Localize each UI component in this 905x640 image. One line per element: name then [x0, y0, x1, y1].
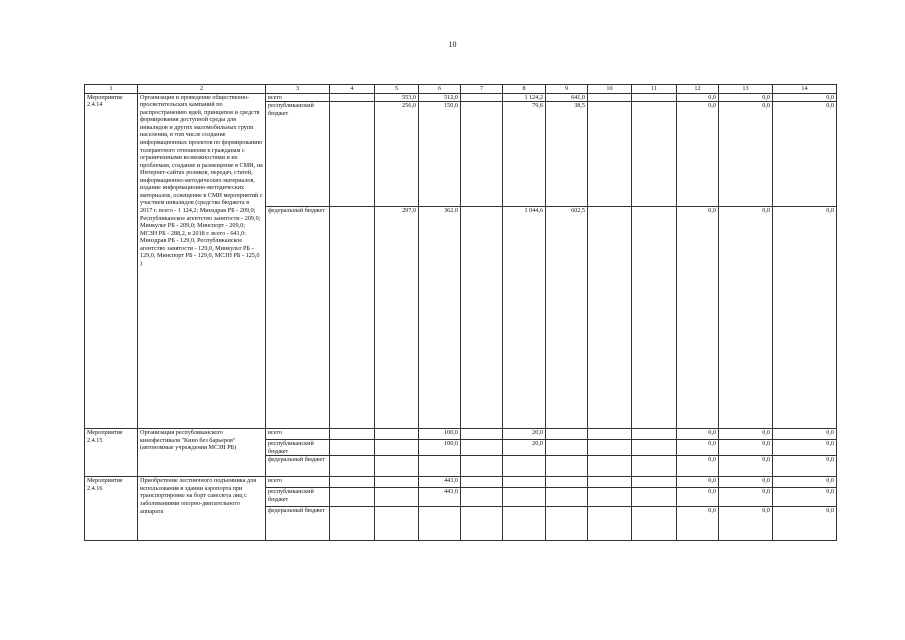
- value-cell: [461, 93, 503, 102]
- value-cell: [632, 102, 677, 207]
- value-cell: [330, 507, 375, 541]
- value-cell: 443,0: [419, 488, 461, 507]
- value-cell: [503, 477, 546, 488]
- col-header: 4: [330, 85, 375, 94]
- value-cell: [330, 477, 375, 488]
- value-cell: [588, 456, 632, 477]
- value-cell: 0,0: [719, 440, 773, 456]
- value-cell: 0,0: [719, 102, 773, 207]
- value-cell: [461, 477, 503, 488]
- value-cell: 0,0: [773, 429, 837, 440]
- value-cell: 0,0: [677, 102, 719, 207]
- event-name: Приобретение лестничного подъемника для использования в здании аэропорта при транспортировке на борт самолета лиц с заболеваниями опорно-двигательного аппарата: [138, 477, 266, 541]
- table-row: [85, 477, 837, 488]
- value-cell: [330, 456, 375, 477]
- value-cell: [330, 429, 375, 440]
- value-cell: [546, 507, 588, 541]
- value-cell: [375, 440, 419, 456]
- value-cell: 1 044,6: [503, 207, 546, 429]
- value-cell: 38,5: [546, 102, 588, 207]
- value-cell: 0,0: [719, 429, 773, 440]
- value-cell: 20,0: [503, 440, 546, 456]
- value-cell: 0,0: [677, 93, 719, 102]
- value-cell: [632, 488, 677, 507]
- value-cell: 0,0: [773, 93, 837, 102]
- value-cell: 20,0: [503, 429, 546, 440]
- value-cell: 0,0: [773, 507, 837, 541]
- value-cell: 0,0: [677, 488, 719, 507]
- value-cell: [461, 488, 503, 507]
- funding-source: федеральный бюджет: [266, 507, 330, 541]
- value-cell: [546, 440, 588, 456]
- value-cell: [546, 477, 588, 488]
- col-header: 9: [546, 85, 588, 94]
- event-id: Мероприятие 2.4.14: [85, 93, 138, 429]
- value-cell: [330, 207, 375, 429]
- value-cell: 0,0: [719, 456, 773, 477]
- value-cell: 0,0: [677, 456, 719, 477]
- value-cell: [632, 440, 677, 456]
- page-number: 10: [448, 40, 457, 49]
- value-cell: 0,0: [773, 440, 837, 456]
- col-header: 13: [719, 85, 773, 94]
- header-row: [85, 85, 837, 94]
- value-cell: [588, 207, 632, 429]
- value-cell: [503, 507, 546, 541]
- funding-source: всего: [266, 429, 330, 440]
- value-cell: [461, 102, 503, 207]
- value-cell: 641,0: [546, 93, 588, 102]
- value-cell: 0,0: [773, 477, 837, 488]
- budget-table: [84, 84, 837, 541]
- value-cell: [632, 477, 677, 488]
- value-cell: 0,0: [677, 429, 719, 440]
- col-header: 7: [461, 85, 503, 94]
- col-header: 1: [85, 85, 138, 94]
- value-cell: 256,0: [375, 102, 419, 207]
- value-cell: [632, 507, 677, 541]
- event-id: Мероприятие 2.4.16: [85, 477, 138, 541]
- value-cell: [330, 488, 375, 507]
- value-cell: 150,0: [419, 102, 461, 207]
- value-cell: 0,0: [719, 93, 773, 102]
- value-cell: [632, 207, 677, 429]
- funding-source: федеральный бюджет: [266, 456, 330, 477]
- value-cell: [588, 477, 632, 488]
- value-cell: [503, 456, 546, 477]
- event-id: Мероприятие 2.4.15: [85, 429, 138, 477]
- value-cell: [546, 488, 588, 507]
- value-cell: 0,0: [677, 507, 719, 541]
- value-cell: 0,0: [677, 440, 719, 456]
- value-cell: [419, 507, 461, 541]
- value-cell: 0,0: [677, 477, 719, 488]
- value-cell: [419, 456, 461, 477]
- value-cell: [588, 102, 632, 207]
- value-cell: [330, 102, 375, 207]
- col-header: 5: [375, 85, 419, 94]
- value-cell: [461, 507, 503, 541]
- value-cell: 0,0: [773, 207, 837, 429]
- table-row: [85, 93, 837, 102]
- value-cell: 0,0: [719, 477, 773, 488]
- col-header: 14: [773, 85, 837, 94]
- value-cell: [461, 207, 503, 429]
- col-header: 8: [503, 85, 546, 94]
- col-header: 6: [419, 85, 461, 94]
- value-cell: [632, 93, 677, 102]
- value-cell: [632, 429, 677, 440]
- value-cell: [330, 93, 375, 102]
- value-cell: [546, 456, 588, 477]
- value-cell: 553,0: [375, 93, 419, 102]
- value-cell: 0,0: [773, 102, 837, 207]
- value-cell: [461, 456, 503, 477]
- value-cell: 0,0: [719, 207, 773, 429]
- funding-source: всего: [266, 93, 330, 102]
- value-cell: 0,0: [677, 207, 719, 429]
- col-header: 3: [266, 85, 330, 94]
- value-cell: 100,0: [419, 429, 461, 440]
- value-cell: 297,0: [375, 207, 419, 429]
- value-cell: [375, 456, 419, 477]
- event-name: Организация и проведение общественно-просветительских кампаний по распространению идей, принципов и средств формирования доступной среды для инвалидов и других маломобильных групп населения, в том числе создание информационных проектов по формированию толерантного отношения к гражданам с ограниченными возможностями и их проблемам, создание и размещение в СМИ, на Интернет-сайтах роликов, передач, статей, информационно-методических материалов, издание информационно-методических материалов, освещение в СМИ мероприятий с участием инвалидов (средства бюджета в 2017 г. всего - 1 124,2: Минздрав РБ - 209,0; Республиканское агентство занятости - 209,0; Минкульт РБ - 209,0; Минспорт - 209,0; МСЗН РБ - 288,2, в 2018 г. всего - 641,0: Минздрав РБ - 129,0, Республиканское агентство занятости - 129,0, Минкульт РБ - 129,0, Минспорт РБ - 129,0, МСЗН РБ - 125,0 ): [138, 93, 266, 429]
- value-cell: 79,6: [503, 102, 546, 207]
- value-cell: [330, 440, 375, 456]
- funding-source: республиканский бюджет: [266, 102, 330, 207]
- value-cell: [546, 429, 588, 440]
- funding-source: республиканский бюджет: [266, 488, 330, 507]
- value-cell: [503, 488, 546, 507]
- col-header: 11: [632, 85, 677, 94]
- value-cell: 0,0: [719, 488, 773, 507]
- value-cell: 443,0: [419, 477, 461, 488]
- funding-source: республиканский бюджет: [266, 440, 330, 456]
- col-header: 10: [588, 85, 632, 94]
- value-cell: [588, 507, 632, 541]
- value-cell: [588, 93, 632, 102]
- value-cell: [461, 440, 503, 456]
- value-cell: [375, 488, 419, 507]
- value-cell: 0,0: [773, 456, 837, 477]
- value-cell: [632, 456, 677, 477]
- col-header: 2: [138, 85, 266, 94]
- value-cell: 512,0: [419, 93, 461, 102]
- value-cell: [588, 429, 632, 440]
- funding-source: всего: [266, 477, 330, 488]
- value-cell: [588, 440, 632, 456]
- value-cell: [375, 507, 419, 541]
- value-cell: 1 124,2: [503, 93, 546, 102]
- value-cell: [461, 429, 503, 440]
- value-cell: 602,5: [546, 207, 588, 429]
- value-cell: 362,0: [419, 207, 461, 429]
- value-cell: [588, 488, 632, 507]
- value-cell: 100,0: [419, 440, 461, 456]
- col-header: 12: [677, 85, 719, 94]
- value-cell: [375, 429, 419, 440]
- table-row: [85, 429, 837, 440]
- value-cell: 0,0: [719, 507, 773, 541]
- value-cell: 0,0: [773, 488, 837, 507]
- funding-source: федеральный бюджет: [266, 207, 330, 429]
- value-cell: [375, 477, 419, 488]
- event-name: Организация республиканского кинофестиваля "Кино без барьеров" (автономные учреждения МСЗН РБ): [138, 429, 266, 477]
